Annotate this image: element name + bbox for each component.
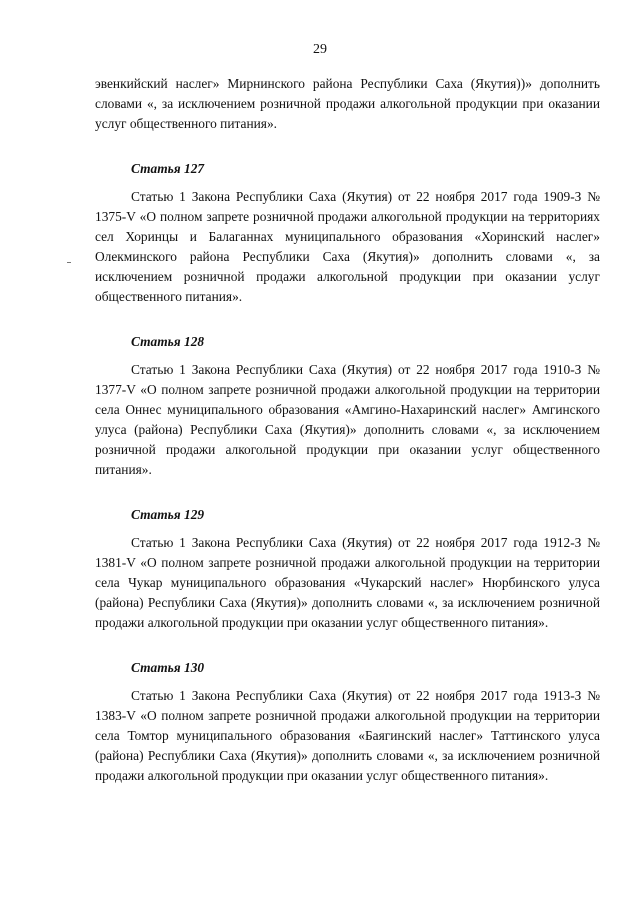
intro-paragraph: эвенкийский наслег» Мирнинского района Республики Саха (Якутия))» дополнить словами «, за исключением розничной продажи алкогольной продукции при оказании услуг общественного питания». — [95, 76, 600, 131]
article-127 — [95, 159, 600, 307]
article-text: Статью 1 Закона Республики Саха (Якутия) от 22 ноября 2017 года 1910-З № 1377-V «О полном запрете розничной продажи алкогольной продукции на территории села Оннес муниципального образования «Амгино-Нахаринский наслег» Амгинского улуса (района) Республики Саха (Якутия)» дополнить словами «, за исключением розничной продажи алкогольной продукции при оказании услуг общественного питания». — [95, 362, 600, 477]
document-body — [95, 74, 600, 786]
page-number: 29 — [313, 42, 327, 57]
article-text: Статью 1 Закона Республики Саха (Якутия) от 22 ноября 2017 года 1909-З № 1375-V «О полном запрете розничной продажи алкогольной продукции на территориях сел Хоринцы и Балаганнах муниципального образования «Хоринский наслег» Олекминского района Республики Саха (Якутия)» дополнить словами «, за исключением розничной продажи алкогольной продукции при оказании услуг общественного питания». — [95, 189, 600, 304]
article-128 — [95, 332, 600, 480]
article-heading: Статья 127 — [131, 161, 205, 176]
article-heading: Статья 128 — [131, 334, 205, 349]
article-text: Статью 1 Закона Республики Саха (Якутия) от 22 ноября 2017 года 1913-З № 1383-V «О полном запрете розничной продажи алкогольной продукции на территории села Томтор муниципального образования «Баягинский наслег» Таттинского улуса (района) Республики Саха (Якутия)» дополнить словами «, за исключением розничной продажи алкогольной продукции при оказании услуг общественного питания». — [95, 688, 600, 783]
margin-mark — [67, 262, 71, 263]
article-text: Статью 1 Закона Республики Саха (Якутия) от 22 ноября 2017 года 1912-З № 1381-V «О полном запрете розничной продажи алкогольной продукции на территории села Чукар муниципального образования «Чукарский наслег» Нюрбинского улуса (района) Республики Саха (Якутия)» дополнить словами «, за исключением розничной продажи алкогольной продукции при оказании услуг общественного питания». — [95, 535, 600, 630]
article-130 — [95, 658, 600, 786]
article-heading: Статья 129 — [131, 507, 205, 522]
article-129 — [95, 505, 600, 633]
article-heading: Статья 130 — [131, 660, 205, 675]
